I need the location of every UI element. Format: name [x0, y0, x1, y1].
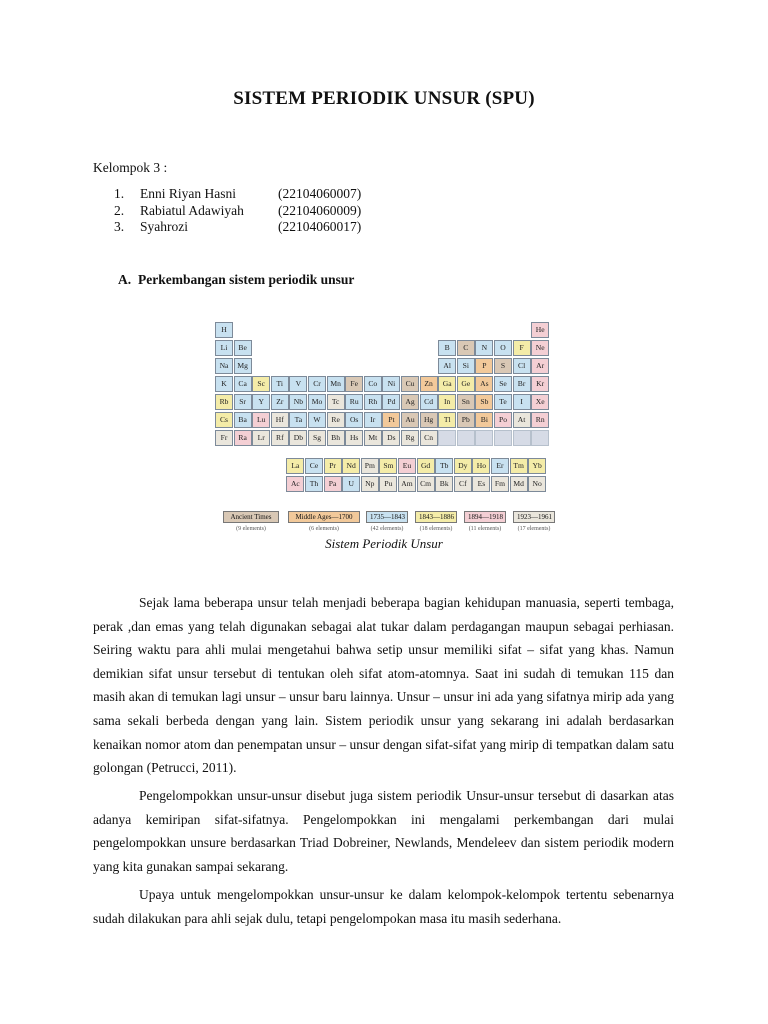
element-cell-eu: Eu [398, 458, 416, 474]
element-cell-he: He [531, 322, 549, 338]
element-cell-h: H [215, 322, 233, 338]
element-cell-v: V [289, 376, 307, 392]
legend-item [288, 511, 360, 532]
legend-swatch-label: 1923—1961 [513, 511, 555, 523]
element-cell-pt: Pt [382, 412, 400, 428]
member-item [114, 219, 361, 236]
element-cell-empty [531, 430, 549, 446]
element-cell-se: Se [494, 376, 512, 392]
element-cell-dy: Dy [454, 458, 472, 474]
element-cell-cs: Cs [215, 412, 233, 428]
element-cell-b: B [438, 340, 456, 356]
element-cell-cd: Cd [420, 394, 438, 410]
element-cell-ho: Ho [472, 458, 490, 474]
legend-item [513, 511, 555, 532]
element-cell-empty [438, 430, 456, 446]
member-name: Enni Riyan Hasni [140, 186, 236, 201]
element-cell-ge: Ge [457, 376, 475, 392]
element-cell-al: Al [438, 358, 456, 374]
element-cell-rh: Rh [364, 394, 382, 410]
element-cell-c: C [457, 340, 475, 356]
element-cell-si: Si [457, 358, 475, 374]
element-cell-fr: Fr [215, 430, 233, 446]
legend-item [223, 511, 279, 532]
figure-caption: Sistem Periodik Unsur [325, 536, 443, 551]
element-cell-sr: Sr [234, 394, 252, 410]
element-cell-no: No [528, 476, 546, 492]
element-cell-gd: Gd [417, 458, 435, 474]
element-cell-pm: Pm [361, 458, 379, 474]
element-cell-er: Er [491, 458, 509, 474]
element-cell-sm: Sm [379, 458, 397, 474]
legend-swatch-label: Ancient Times [223, 511, 279, 523]
element-cell-la: La [286, 458, 304, 474]
element-cell-k: K [215, 376, 233, 392]
element-cell-bk: Bk [435, 476, 453, 492]
element-cell-be: Be [234, 340, 252, 356]
element-cell-tl: Tl [438, 412, 456, 428]
element-cell-f: F [513, 340, 531, 356]
element-cell-mg: Mg [234, 358, 252, 374]
element-cell-li: Li [215, 340, 233, 356]
legend-item [464, 511, 506, 532]
element-cell-bh: Bh [327, 430, 345, 446]
element-cell-lu: Lu [252, 412, 270, 428]
paragraph: Sejak lama beberapa unsur telah menjadi beberapa bagian kehidupan manuasia, seperti tembaga, perak ,dan emas yang telah digunakan sebagai alat tukar dalam perdagangan maupun sebagai perhiasan. Seiring waktu para ahli mulai mengetahui bahwa setip unsur memiliki sifat – sifat yang khas. Namun demikian sifat unsur tersebut di tentukan oleh sifat atom-atomnya. Saat ini sudah di temukan 115 dan masih akan di temukan lagi unsur – unsur baru lainnya. Unsur – unsur ini ada yang sifatnya mirip ada yang sama sekali berbeda dengan yang lain. Sistem periodik unsur yang sekarang ini adalah berdasarkan kenaikan nomor atom dan penempatan unsur – unsur dengan sifat-sifat yang mirip di tempatkan dalam satu golongan (Petrucci, 2011). [93, 595, 674, 776]
element-cell-tc: Tc [327, 394, 345, 410]
element-cell-cm: Cm [417, 476, 435, 492]
element-cell-cr: Cr [308, 376, 326, 392]
element-cell-ru: Ru [345, 394, 363, 410]
element-cell-hg: Hg [420, 412, 438, 428]
element-cell-as: As [475, 376, 493, 392]
legend-count: (9 elements) [236, 526, 266, 532]
element-cell-tb: Tb [435, 458, 453, 474]
page-title: SISTEM PERIODIK UNSUR (SPU) [233, 88, 535, 109]
legend-item [366, 511, 408, 532]
element-cell-pa: Pa [324, 476, 342, 492]
element-cell-mo: Mo [308, 394, 326, 410]
group-label: Kelompok 3 : [93, 160, 168, 175]
member-number: 3. [114, 219, 125, 234]
paragraph: Pengelompokkan unsur-unsur disebut juga sistem periodik Unsur-unsur tersebut di dasarkan atas adanya kemiripan sifat-sifatnya. Pengelompokkan ini mengalami perkembangan dari mulai pengelompokkan unsure berdasarkan Triad Dobreiner, Newlands, Mendeleev dan sistem periodik modern yang kita gunakan sampai sekarang. [93, 788, 674, 874]
legend-count: (42 elements) [370, 526, 404, 532]
element-cell-bi: Bi [475, 412, 493, 428]
element-cell-tm: Tm [510, 458, 528, 474]
element-cell-cu: Cu [401, 376, 419, 392]
element-cell-pb: Pb [457, 412, 475, 428]
member-id: (22104060009) [278, 202, 362, 218]
element-cell-s: S [494, 358, 512, 374]
element-cell-nd: Nd [342, 458, 360, 474]
element-cell-hf: Hf [271, 412, 289, 428]
member-id: (22104060017) [278, 219, 362, 234]
element-cell-rn: Rn [531, 412, 549, 428]
element-cell-rb: Rb [215, 394, 233, 410]
element-cell-pd: Pd [382, 394, 400, 410]
element-cell-rg: Rg [401, 430, 419, 446]
element-cell-at: At [513, 412, 531, 428]
element-cell-co: Co [364, 376, 382, 392]
element-cell-zn: Zn [420, 376, 438, 392]
element-cell-zr: Zr [271, 394, 289, 410]
element-cell-am: Am [398, 476, 416, 492]
section-heading [118, 272, 354, 288]
element-cell-kr: Kr [531, 376, 549, 392]
legend-item [415, 511, 457, 532]
element-cell-cl: Cl [513, 358, 531, 374]
legend-swatch-label: 1735—1843 [366, 511, 408, 523]
element-cell-in: In [438, 394, 456, 410]
element-cell-ir: Ir [364, 412, 382, 428]
element-cell-ca: Ca [234, 376, 252, 392]
legend-count: (18 elements) [419, 526, 453, 532]
element-cell-sg: Sg [308, 430, 326, 446]
element-cell-br: Br [513, 376, 531, 392]
element-cell-empty [457, 430, 475, 446]
element-cell-mt: Mt [364, 430, 382, 446]
element-cell-fm: Fm [491, 476, 509, 492]
paragraph: Upaya untuk mengelompokkan unsur-unsur ke dalam kelompok-kelompok tertentu sebenarnya sudah dilakukan para ahli sejak dulu, tetapi pengelompokan masa itu masih sederhana. [93, 887, 674, 926]
element-cell-cf: Cf [454, 476, 472, 492]
member-item [114, 203, 361, 220]
element-cell-fe: Fe [345, 376, 363, 392]
element-cell-o: O [494, 340, 512, 356]
member-number: 1. [114, 186, 125, 201]
member-id: (22104060007) [278, 186, 362, 201]
section-title: Perkembangan sistem periodik unsur [138, 272, 355, 287]
element-cell-xe: Xe [531, 394, 549, 410]
legend-count: (17 elements) [517, 526, 551, 532]
element-cell-ce: Ce [305, 458, 323, 474]
element-cell-ag: Ag [401, 394, 419, 410]
element-cell-ne: Ne [531, 340, 549, 356]
element-cell-na: Na [215, 358, 233, 374]
element-cell-ti: Ti [271, 376, 289, 392]
element-cell-ds: Ds [382, 430, 400, 446]
element-cell-np: Np [361, 476, 379, 492]
element-cell-w: W [308, 412, 326, 428]
element-cell-es: Es [472, 476, 490, 492]
element-cell-cn: Cn [420, 430, 438, 446]
element-cell-ni: Ni [382, 376, 400, 392]
element-cell-ba: Ba [234, 412, 252, 428]
periodic-table-figure [215, 322, 565, 500]
element-cell-empty [475, 430, 493, 446]
element-cell-i: I [513, 394, 531, 410]
element-cell-pu: Pu [379, 476, 397, 492]
element-cell-md: Md [510, 476, 528, 492]
element-cell-n: N [475, 340, 493, 356]
element-cell-sn: Sn [457, 394, 475, 410]
element-cell-pr: Pr [324, 458, 342, 474]
element-cell-sc: Sc [252, 376, 270, 392]
element-cell-p: P [475, 358, 493, 374]
element-cell-empty [513, 430, 531, 446]
member-name: Rabiatul Adawiyah [140, 202, 244, 218]
element-cell-y: Y [252, 394, 270, 410]
member-list [114, 186, 361, 236]
element-cell-hs: Hs [345, 430, 363, 446]
element-cell-mn: Mn [327, 376, 345, 392]
element-cell-th: Th [305, 476, 323, 492]
element-cell-empty [494, 430, 512, 446]
element-cell-ga: Ga [438, 376, 456, 392]
element-cell-te: Te [494, 394, 512, 410]
element-cell-os: Os [345, 412, 363, 428]
legend-swatch-label: 1843—1886 [415, 511, 457, 523]
member-name: Syahrozi [140, 219, 188, 234]
element-cell-rf: Rf [271, 430, 289, 446]
element-cell-ra: Ra [234, 430, 252, 446]
section-letter: A. [118, 272, 132, 287]
member-number: 2. [114, 202, 125, 218]
element-cell-u: U [342, 476, 360, 492]
element-cell-lr: Lr [252, 430, 270, 446]
member-item [114, 186, 361, 203]
legend-count: (6 elements) [309, 526, 339, 532]
element-cell-ac: Ac [286, 476, 304, 492]
element-cell-re: Re [327, 412, 345, 428]
element-cell-nb: Nb [289, 394, 307, 410]
element-cell-po: Po [494, 412, 512, 428]
element-cell-sb: Sb [475, 394, 493, 410]
legend-swatch-label: 1894—1918 [464, 511, 506, 523]
element-cell-ta: Ta [289, 412, 307, 428]
element-cell-db: Db [289, 430, 307, 446]
legend-swatch-label: Middle Ages—1700 [288, 511, 360, 523]
element-cell-au: Au [401, 412, 419, 428]
legend-count: (11 elements) [468, 526, 502, 532]
element-cell-yb: Yb [528, 458, 546, 474]
element-cell-ar: Ar [531, 358, 549, 374]
